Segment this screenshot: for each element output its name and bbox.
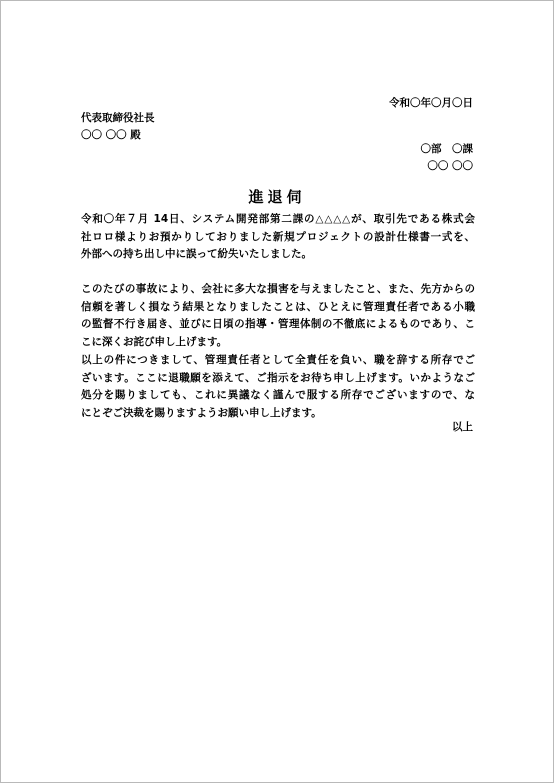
recipient-name: 〇〇 〇〇 殿: [81, 129, 141, 141]
paragraph-line: このたびの事故により、会社に多大な損害を与えましたこと、また、先方からの: [81, 283, 475, 295]
document-title: 進退伺: [248, 188, 306, 206]
paragraph-line: 令和〇年７月 14日、システム開発部第二課の△△△△が、取引先である株式会: [81, 213, 475, 225]
sender-name: 〇〇 〇〇: [427, 160, 473, 172]
paragraph-line: ざいます。ここに退職願を添えて、ご指示をお待ち申し上げます。いかようなご: [81, 371, 475, 384]
closing-text: 以上: [452, 421, 473, 433]
recipient-title: 代表取締役社長: [81, 112, 155, 124]
sender-department: 〇部 〇課: [420, 143, 473, 155]
paragraph-line: の監督不行き届き、並びに日頃の指導・管理体制の不徹底によるものであり、こ: [81, 318, 475, 330]
paragraph-apology: [81, 281, 475, 351]
paragraph-line: 信頼を著しく損なう結果となりましたことは、ひとえに管理責任者である小職: [81, 300, 475, 313]
paragraph-line: 以上の件につきまして、管理責任者として全責任を負い、職を辞する所存でご: [81, 354, 475, 366]
paragraph-line: 社ロロ様よりお預かりしておりました新規プロジェクトの設計仕様書一式を、: [81, 230, 475, 243]
document-date: 令和〇年〇月〇日: [389, 97, 473, 109]
paragraph-line: にとぞご決裁を賜りますようお願い申し上げます。: [81, 406, 322, 419]
paragraph-resignation: [81, 352, 475, 422]
paragraph-line: こに深くお詫び申し上げます。: [81, 335, 228, 348]
paragraph-line: 処分を賜りましても、これに異議なく謹んで服する所存でございますので、な: [81, 389, 475, 401]
paragraph-line: 外部への持ち出し中に誤って紛失いたしました。: [81, 248, 312, 260]
paragraph-incident: [81, 211, 475, 264]
